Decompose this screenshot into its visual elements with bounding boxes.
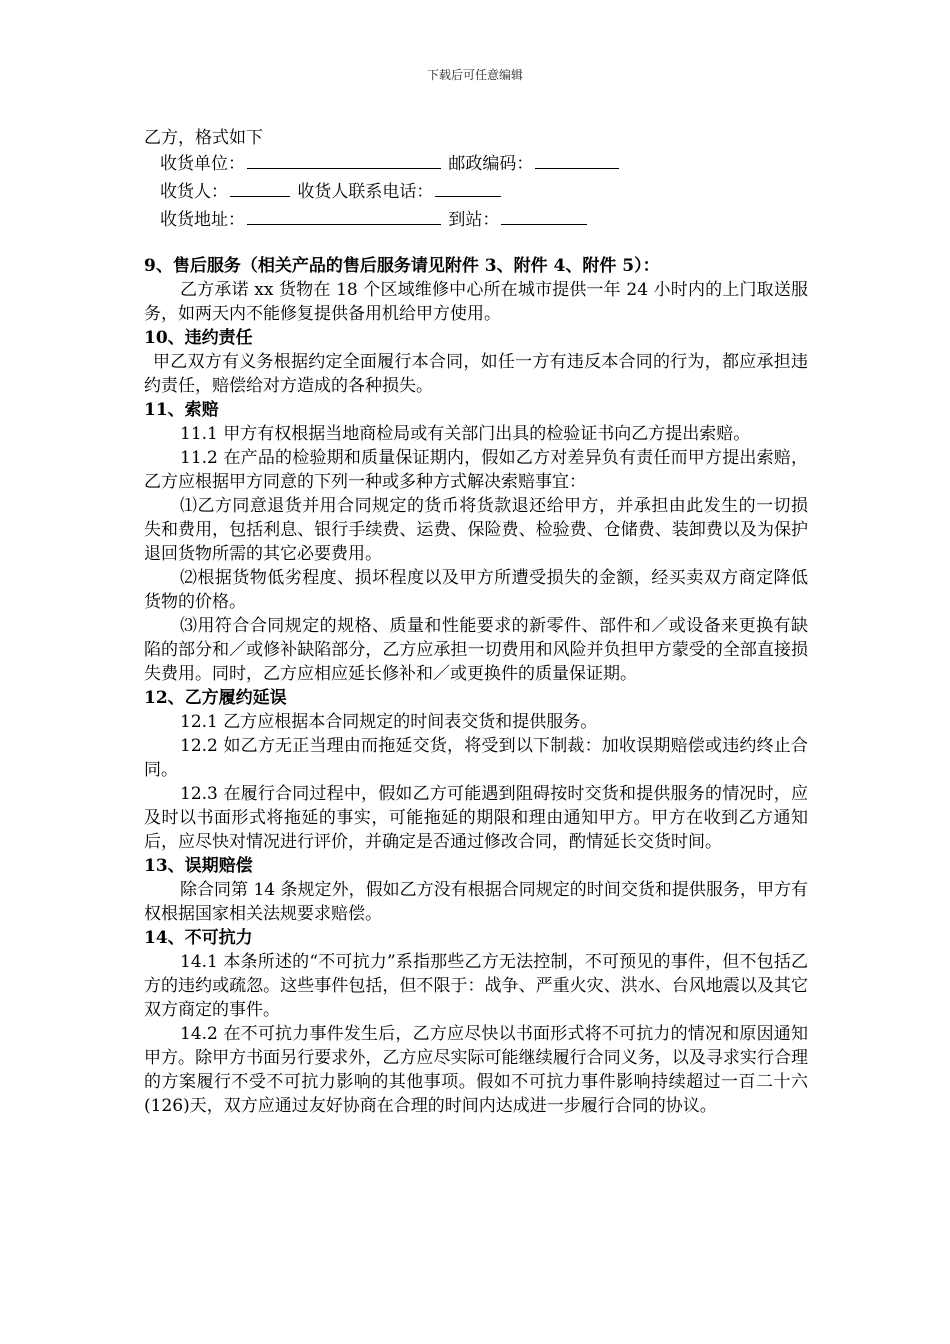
section-10-title: 10、违约责任 [144, 328, 253, 348]
postcode-blank [535, 152, 619, 169]
station-label: 到站： [448, 210, 500, 230]
section-9-paragraph: 乙方承诺 xx 货物在 18 个区域维修中心所在城市提供一年 24 小时内的上门取送服务，如两天内不能修复提供备用机给甲方使用。 [144, 280, 808, 324]
unit-label: 收货单位： [160, 154, 245, 174]
form-row-unit [144, 150, 808, 178]
section-11-title: 11、索赔 [144, 400, 219, 420]
address-blank [247, 208, 441, 225]
section-12-title: 12、乙方履约延误 [144, 688, 287, 708]
station-blank [501, 208, 587, 225]
section-12-paragraph-2: 12.2 如乙方无正当理由而拖延交货，将受到以下制裁：加收误期赔偿或违约终止合同。 [144, 736, 808, 780]
phone-label: 收货人联系电话： [297, 182, 434, 202]
document-body [144, 126, 808, 1118]
phone-blank [435, 180, 501, 197]
section-13-title: 13、误期赔偿 [144, 856, 253, 876]
section-14-paragraph-1: 14.1 本条所述的“不可抗力”系指那些乙方无法控制，不可预见的事件，但不包括乙方的违约或疏忽。这些事件包括，但不限于：战争、严重火灾、洪水、台风地震以及其它双方商定的事件。 [144, 952, 808, 1020]
section-12-paragraph-1: 12.1 乙方应根据本合同规定的时间表交货和提供服务。 [180, 712, 598, 732]
postcode-label: 邮政编码： [448, 154, 534, 174]
receiver-label: 收货人： [160, 182, 228, 202]
section-14-title: 14、不可抗力 [144, 928, 253, 948]
section-11-paragraph-5: ⑶用符合合同规定的规格、质量和性能要求的新零件、部件和／或设备来更换有缺陷的部分和／或修补缺陷部分，乙方应承担一切费用和风险并负担甲方蒙受的全部直接损失费用。同时，乙方应相应延长修补和／或更换件的质量保证期。 [144, 616, 808, 684]
section-10-paragraph: 甲乙双方有义务根据约定全面履行本合同，如任一方有违反本合同的行为，都应承担违约责任，赔偿给对方造成的各种损失。 [144, 352, 808, 396]
section-14-paragraph-2: 14.2 在不可抗力事件发生后，乙方应尽快以书面形式将不可抗力的情况和原因通知甲方。除甲方书面另行要求外，乙方应尽实际可能继续履行合同义务，以及寻求实行合理的方案履行不受不可抗力影响的其他事项。假如不可抗力事件影响持续超过一百二十六(126)天，双方应通过友好协商在合理的时间内达成进一步履行合同的协议。 [144, 1024, 808, 1116]
address-label: 收货地址： [160, 210, 245, 230]
intro-text: 乙方，格式如下 [144, 128, 263, 148]
unit-blank [247, 152, 441, 169]
receiver-blank [230, 180, 290, 197]
section-11-paragraph-3: ⑴乙方同意退货并用合同规定的货币将货款退还给甲方，并承担由此发生的一切损失和费用，包括利息、银行手续费、运费、保险费、检验费、仓储费、装卸费以及为保护退回货物所需的其它必要费用。 [144, 496, 808, 564]
section-9-title: 9、售后服务（相关产品的售后服务请见附件 3、附件 4、附件 5）： [144, 256, 660, 276]
form-row-receiver [144, 178, 808, 206]
section-13-paragraph: 除合同第 14 条规定外，假如乙方没有根据合同规定的时间交货和提供服务，甲方有权根据国家相关法规要求赔偿。 [144, 880, 808, 924]
section-12-paragraph-3: 12.3 在履行合同过程中，假如乙方可能遇到阻碍按时交货和提供服务的情况时，应及时以书面形式将拖延的事实，可能拖延的期限和理由通知甲方。甲方在收到乙方通知后，应尽快对情况进行评价，并确定是否通过修改合同，酌情延长交货时间。 [144, 784, 808, 852]
section-11-paragraph-1: 11.1 甲方有权根据当地商检局或有关部门出具的检验证书向乙方提出索赔。 [180, 424, 751, 444]
form-row-address [144, 206, 808, 234]
page-header: 下载后可任意编辑 [426, 68, 523, 82]
section-11-paragraph-4: ⑵根据货物低劣程度、损坏程度以及甲方所遭受损失的金额，经买卖双方商定降低货物的价格。 [144, 568, 808, 612]
section-11-paragraph-2: 11.2 在产品的检验期和质量保证期内，假如乙方对差异负有责任而甲方提出索赔，乙方应根据甲方同意的下列一种或多种方式解决索赔事宜： [144, 448, 808, 492]
